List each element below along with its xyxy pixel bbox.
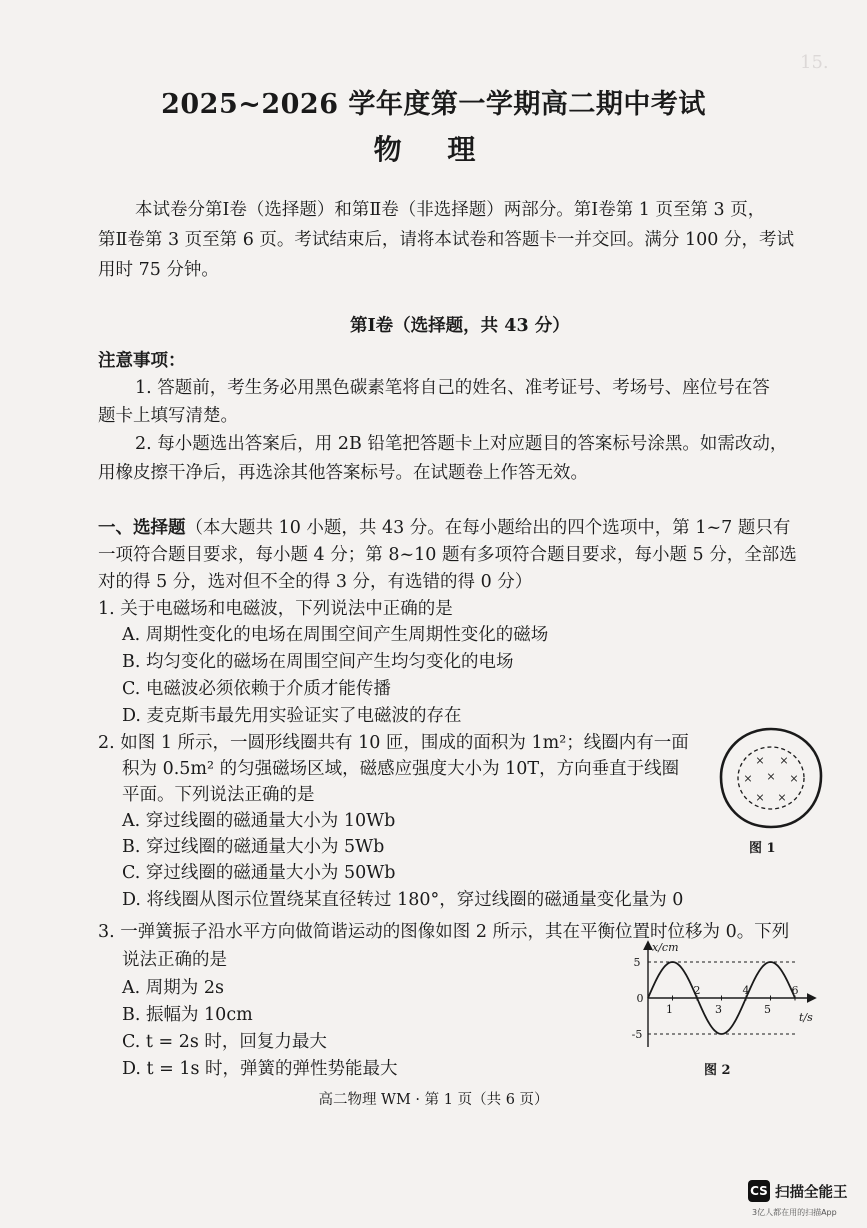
figure-2-label: 图 2 <box>704 1063 731 1078</box>
q1-option-d: D. 麦克斯韦最先用实验证实了电磁波的存在 <box>122 706 462 726</box>
x-axis-label: t/s <box>799 1011 813 1024</box>
intro-line-2: 第Ⅱ卷第 3 页至第 6 页。考试结束后，请将本试卷和答题卡一并交回。满分 100 分，考试 <box>98 230 794 250</box>
note-line-4: 用橡皮擦干净后，再选涂其他答案标号。在试题卷上作答无效。 <box>98 463 588 483</box>
bleed-through-text: 15. <box>800 52 829 73</box>
q2-option-d: D. 将线圈从图示位置绕某直径转过 180°，穿过线圈的磁通量变化量为 0 <box>122 890 684 910</box>
q3-option-d: D. t = 1s 时，弹簧的弹性势能最大 <box>122 1059 398 1079</box>
figure-1-coil-diagram <box>718 726 824 830</box>
q3-stem-2: 说法正确的是 <box>122 950 227 970</box>
q2-stem-2: 积为 0.5m² 的匀强磁场区域，磁感应强度大小为 10T，方向垂直于线圈 <box>122 759 680 779</box>
exam-title: 2025~2026 学年度第一学期高二期中考试 <box>161 89 706 120</box>
x-tick-label: 3 <box>715 1003 722 1016</box>
intro-line-3: 用时 75 分钟。 <box>98 260 219 280</box>
q1-stem: 1. 关于电磁场和电磁波，下列说法中正确的是 <box>98 599 453 619</box>
note-line-3: 2. 每小题选出答案后，用 2B 铅笔把答题卡上对应题目的答案标号涂黑。如需改动， <box>135 434 788 454</box>
q3-stem-1: 3. 一弹簧振子沿水平方向做简谐运动的图像如图 2 所示，其在平衡位置时位移为 0。下列 <box>98 922 790 942</box>
part1-line-3: 对的得 5 分，选对但不全的得 3 分，有选错的得 0 分） <box>98 572 533 592</box>
intro-line-1: 本试卷分第Ⅰ卷（选择题）和第Ⅱ卷（非选择题）两部分。第Ⅰ卷第 1 页至第 3 页， <box>135 200 766 220</box>
note-line-2: 题卡上填写清楚。 <box>98 406 238 426</box>
watermark-tagline: 3亿人都在用的扫描App <box>752 1208 837 1217</box>
watermark-app-name: 扫描全能王 <box>775 1185 848 1201</box>
field-mark: × <box>755 754 765 767</box>
q3-option-b: B. 振幅为 10cm <box>122 1005 253 1025</box>
y-tick-label: 0 <box>636 992 644 1005</box>
camscanner-logo-icon: CS <box>748 1180 770 1202</box>
q3-option-c: C. t = 2s 时，回复力最大 <box>122 1032 327 1052</box>
x-tick-label: 6 <box>791 984 799 997</box>
x-tick-label: 4 <box>742 984 750 997</box>
q2-option-a: A. 穿过线圈的磁通量大小为 10Wb <box>122 811 396 831</box>
note-line-1: 1. 答题前，考生务必用黑色碳素笔将自己的姓名、准考证号、考场号、座位号在答 <box>135 378 770 398</box>
part1-heading-text: （本大题共 10 小题，共 43 分。在每小题给出的四个选项中，第 1~7 题只有 <box>185 518 791 538</box>
q2-stem-1: 2. 如图 1 所示，一圆形线圈共有 10 匝，围成的面积为 1m²；线圈内有一面 <box>98 733 689 753</box>
field-mark: × <box>743 772 753 785</box>
field-mark: × <box>789 772 799 785</box>
figure-1-label: 图 1 <box>749 841 776 856</box>
field-mark: × <box>777 791 787 804</box>
figure-2-displacement-time-graph <box>628 935 824 1053</box>
field-mark: × <box>766 770 776 783</box>
part1-line-1 <box>98 514 790 539</box>
q2-option-c: C. 穿过线圈的磁通量大小为 50Wb <box>122 863 396 883</box>
scanner-watermark <box>748 1180 863 1226</box>
x-tick-label: 5 <box>764 1003 771 1016</box>
x-tick-label: 2 <box>693 984 701 997</box>
x-tick-labels <box>666 984 799 1016</box>
y-tick-label: 5 <box>633 956 641 969</box>
x-tick-label: 1 <box>666 1003 673 1016</box>
part1-line-2: 一项符合题目要求，每小题 4 分；第 8~10 题有多项符合题目要求，每小题 5 分，全部选 <box>98 545 797 565</box>
field-mark: × <box>779 754 789 767</box>
q2-option-b: B. 穿过线圈的磁通量大小为 5Wb <box>122 837 385 857</box>
q1-option-b: B. 均匀变化的磁场在周围空间产生均匀变化的电场 <box>122 652 514 672</box>
field-mark: × <box>755 791 765 804</box>
q1-option-a: A. 周期性变化的电场在周围空间产生周期性变化的磁场 <box>122 625 549 645</box>
q1-option-c: C. 电磁波必须依赖于介质才能传播 <box>122 679 391 699</box>
subject-title: 物 理 <box>373 133 494 166</box>
section-title: 第Ⅰ卷（选择题，共 43 分） <box>350 316 570 336</box>
q3-option-a: A. 周期为 2s <box>122 978 224 998</box>
page-footer: 高二物理 WM · 第 1 页（共 6 页） <box>318 1092 549 1108</box>
y-tick-label: -5 <box>631 1028 643 1041</box>
y-axis-label: x/cm <box>652 941 679 954</box>
notes-heading: 注意事项： <box>98 351 186 371</box>
part1-heading: 一、选择题 <box>98 518 186 538</box>
q2-stem-3: 平面。下列说法正确的是 <box>122 785 315 805</box>
